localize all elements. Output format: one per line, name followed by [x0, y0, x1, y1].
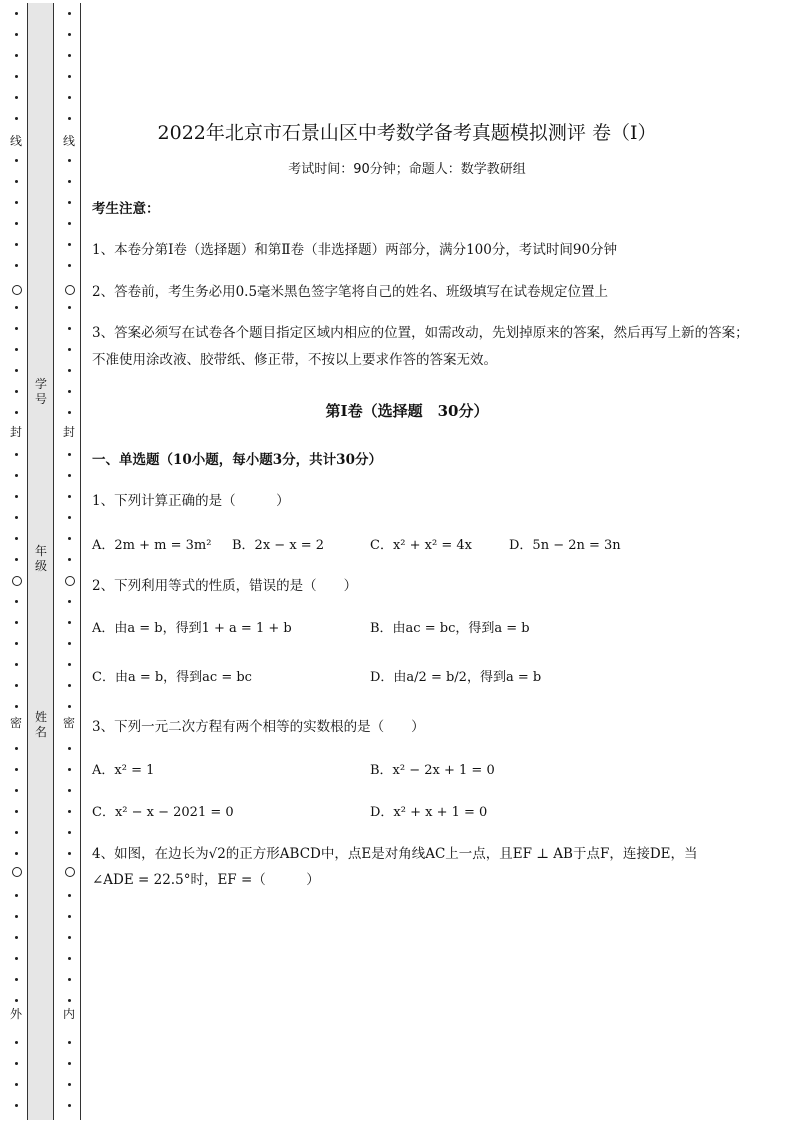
binding-dot [15, 306, 18, 309]
question-1-option-d: D．5n − 2n = 3n [509, 538, 621, 553]
binding-dot [15, 999, 18, 1002]
question-3-option-c: C．x² − x − 2021 = 0 [92, 805, 234, 820]
binding-dot [68, 621, 71, 624]
binding-dot [68, 96, 71, 99]
exam-title: 2022年北京市石景山区中考数学备考真题模拟测评 卷（Ⅰ） [157, 122, 657, 144]
outer-label-wai: 外 [9, 1007, 22, 1021]
binding-dot [15, 957, 18, 960]
binding-circle [65, 285, 75, 295]
binding-dot [68, 705, 71, 708]
binding-dot [15, 75, 18, 78]
grade-label: 年级 [34, 544, 47, 573]
section-title: 第Ⅰ卷（选择题 30分） [325, 402, 489, 420]
question-4-stem-line1: 4、如图，在边长为√2的正方形ABCD中，点E是对角线AC上一点，且EF ⊥ AB于点F，连接DE，当 [92, 846, 698, 862]
question-3-option-b: B．x² − 2x + 1 = 0 [370, 763, 495, 778]
question-1-option-b: B．2x − x = 2 [232, 538, 325, 553]
binding-dot [68, 1104, 71, 1107]
binding-line-left [27, 3, 28, 1120]
student-id-label: 学号 [34, 377, 47, 406]
binding-dot [68, 957, 71, 960]
binding-dot [68, 390, 71, 393]
binding-dot [68, 243, 71, 246]
binding-dot [15, 831, 18, 834]
binding-dot [68, 348, 71, 351]
binding-dot [15, 894, 18, 897]
binding-line-mid [53, 3, 54, 1120]
binding-dot [15, 180, 18, 183]
question-2-option-b: B．由ac = bc，得到a = b [370, 621, 530, 636]
binding-dot [68, 201, 71, 204]
binding-dot [68, 117, 71, 120]
binding-dot [15, 495, 18, 498]
outer-label-mi: 密 [9, 716, 22, 730]
binding-dot [15, 915, 18, 918]
binding-dot [15, 1083, 18, 1086]
binding-dot [68, 663, 71, 666]
notice-item-2: 2、答卷前，考生务必用0.5毫米黑色签字笔将自己的姓名、班级填写在试卷规定位置上 [92, 284, 609, 300]
inner-label-xian: 线 [62, 134, 75, 148]
binding-dot [15, 642, 18, 645]
binding-dot [68, 852, 71, 855]
binding-dot [15, 558, 18, 561]
binding-dot [68, 33, 71, 36]
binding-dot [68, 999, 71, 1002]
question-1-option-a: A．2m + m = 3m² [92, 538, 212, 553]
binding-dot [15, 684, 18, 687]
binding-dot [68, 306, 71, 309]
binding-dot [15, 852, 18, 855]
binding-dot [15, 390, 18, 393]
binding-dot [68, 180, 71, 183]
binding-dot [15, 243, 18, 246]
binding-dot [68, 369, 71, 372]
name-label: 姓名 [34, 710, 47, 739]
binding-dot [68, 453, 71, 456]
binding-dot [68, 159, 71, 162]
question-1-option-c: C．x² + x² = 4x [370, 538, 472, 553]
binding-dot [15, 768, 18, 771]
binding-dot [68, 747, 71, 750]
binding-dot [15, 474, 18, 477]
binding-dot [68, 327, 71, 330]
question-3-stem: 3、下列一元二次方程有两个相等的实数根的是（ ） [92, 719, 425, 735]
binding-dot [68, 537, 71, 540]
notice-item-3: 3、答案必须写在试卷各个题目指定区域内相应的位置，如需改动，先划掉原来的答案，然后再写上新的答案；不准使用涂改液、胶带纸、修正带，不按以上要求作答的答案无效。 [92, 325, 749, 368]
binding-circle [65, 867, 75, 877]
binding-dot [68, 1083, 71, 1086]
inner-label-nei: 内 [62, 1007, 75, 1021]
binding-dot [15, 747, 18, 750]
binding-dot [15, 705, 18, 708]
inner-label-mi: 密 [62, 716, 75, 730]
binding-dot [68, 12, 71, 15]
binding-dot [15, 12, 18, 15]
binding-dot [15, 159, 18, 162]
part-one-heading: 一、单选题（10小题，每小题3分，共计30分） [92, 452, 382, 468]
inner-label-feng: 封 [62, 425, 75, 439]
binding-dot [68, 831, 71, 834]
binding-dot [15, 789, 18, 792]
question-2-option-c: C．由a = b，得到ac = bc [92, 670, 252, 685]
binding-dot [15, 222, 18, 225]
binding-dot [15, 369, 18, 372]
binding-dot [68, 894, 71, 897]
binding-dot [68, 558, 71, 561]
binding-dot [15, 96, 18, 99]
binding-dot [68, 222, 71, 225]
binding-dot [15, 117, 18, 120]
binding-dot [68, 915, 71, 918]
binding-dot [15, 201, 18, 204]
binding-circle [12, 285, 22, 295]
binding-dot [15, 516, 18, 519]
binding-circle [12, 867, 22, 877]
binding-dot [15, 453, 18, 456]
question-3-option-a: A．x² = 1 [92, 763, 155, 778]
binding-circle [65, 576, 75, 586]
binding-dot [68, 936, 71, 939]
binding-dot [15, 264, 18, 267]
binding-dot [68, 978, 71, 981]
binding-dot [15, 978, 18, 981]
binding-dot [15, 33, 18, 36]
binding-line-right [80, 3, 81, 1120]
binding-dot [68, 1041, 71, 1044]
binding-dot [15, 348, 18, 351]
binding-dot [15, 54, 18, 57]
binding-dot [68, 1062, 71, 1065]
binding-dot [15, 1104, 18, 1107]
question-3-option-d: D．x² + x + 1 = 0 [370, 805, 488, 820]
binding-dot [68, 495, 71, 498]
question-4-stem-line2: ∠ADE = 22.5°时，EF =（ ） [92, 872, 320, 888]
notice-heading: 考生注意： [92, 201, 160, 217]
binding-dot [68, 642, 71, 645]
binding-dot [15, 621, 18, 624]
binding-dot [15, 663, 18, 666]
binding-dot [68, 474, 71, 477]
binding-dot [68, 411, 71, 414]
question-2-stem: 2、下列利用等式的性质，错误的是（ ） [92, 578, 358, 594]
exam-subtitle: 考试时间：90分钟；命题人：数学教研组 [288, 162, 526, 177]
binding-dot [15, 810, 18, 813]
question-2-option-a: A．由a = b，得到1 + a = 1 + b [92, 621, 292, 636]
binding-dot [15, 327, 18, 330]
binding-dot [15, 537, 18, 540]
outer-label-xian: 线 [9, 134, 22, 148]
binding-dot [68, 600, 71, 603]
binding-dot [68, 54, 71, 57]
question-2-option-d: D．由a/2 = b/2，得到a = b [370, 670, 542, 685]
binding-dot [68, 789, 71, 792]
binding-dot [68, 516, 71, 519]
binding-dot [68, 75, 71, 78]
binding-dot [15, 1041, 18, 1044]
binding-circle [12, 576, 22, 586]
binding-dot [68, 684, 71, 687]
binding-dot [68, 768, 71, 771]
binding-dot [15, 600, 18, 603]
outer-label-feng: 封 [9, 425, 22, 439]
binding-dot [68, 264, 71, 267]
question-1-stem: 1、下列计算正确的是（ ） [92, 493, 290, 509]
notice-item-1: 1、本卷分第I卷（选择题）和第Ⅱ卷（非选择题）两部分，满分100分，考试时间90分钟 [92, 242, 618, 258]
binding-dot [68, 810, 71, 813]
binding-dot [15, 411, 18, 414]
binding-dot [15, 1062, 18, 1065]
binding-dot [15, 936, 18, 939]
